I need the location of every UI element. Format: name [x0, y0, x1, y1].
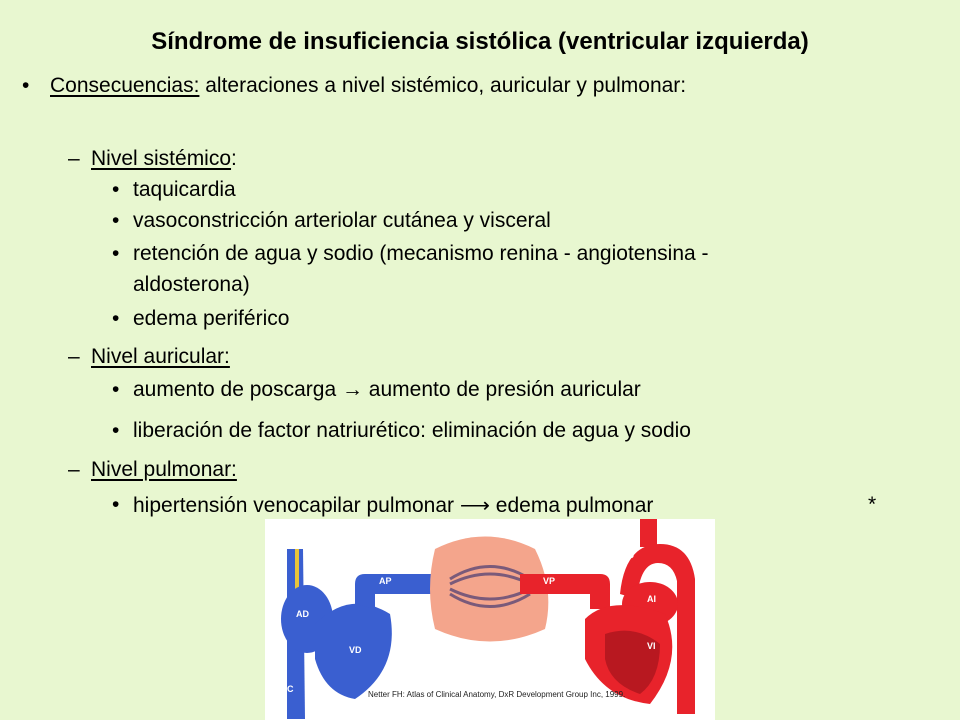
asterisk-mark: * [868, 493, 877, 516]
section-heading-pulmonar [91, 458, 237, 482]
label-ap: AP [379, 576, 392, 586]
section-heading-suffix: : [231, 147, 237, 170]
label-vp: VP [543, 576, 556, 586]
label-c-top: C [306, 553, 313, 563]
circulation-diagram [265, 519, 715, 720]
label-ai: AI [647, 594, 656, 604]
bullet-marker: • [22, 74, 30, 97]
list-item: vasoconstricción arteriolar cutánea y visceral [133, 209, 551, 232]
section-heading-text: Nivel sistémico [91, 147, 232, 170]
label-ao: Ao [622, 550, 634, 560]
bullet-marker: • [112, 378, 120, 401]
section-heading-auricular [91, 345, 230, 369]
section-heading-text: Nivel pulmonar: [91, 458, 237, 481]
list-item: taquicardia [133, 178, 236, 201]
bullet-marker: • [112, 209, 120, 232]
dash-marker: – [68, 345, 80, 368]
list-item: retención de agua y sodio (mecanismo renina - angiotensina - [133, 242, 709, 265]
slide-title: Síndrome de insuficiencia sistólica (ventricular izquierda) [151, 28, 809, 55]
label-c-bottom: C [287, 684, 294, 694]
list-item: liberación de factor natriurético: eliminación de agua y sodio [133, 419, 691, 442]
list-item: edema periférico [133, 307, 290, 330]
intro-text: alteraciones a nivel sistémico, auricular y pulmonar: [199, 74, 687, 97]
aorta-top [640, 519, 657, 547]
label-vi: VI [647, 641, 656, 651]
dash-marker: – [68, 147, 80, 170]
label-vd: VD [349, 645, 362, 655]
bullet-marker: • [112, 493, 120, 516]
label-ad: AD [296, 609, 309, 619]
figure-credit: Netter FH: Atlas of Clinical Anatomy, DxR Development Group Inc, 1999. [368, 690, 626, 699]
bullet-marker: • [112, 178, 120, 201]
bullet-marker: • [112, 307, 120, 330]
list-item: hipertensión venocapilar pulmonar ⟶ edema pulmonar [133, 494, 654, 517]
bullet-marker: • [112, 242, 120, 265]
section-heading-sistemico [91, 147, 237, 171]
intro-line [50, 74, 686, 98]
aorta-branch-yellow [295, 549, 299, 589]
list-item-continuation: aldosterona) [133, 273, 250, 296]
bullet-marker: • [112, 419, 120, 442]
section-heading-text: Nivel auricular: [91, 345, 230, 368]
intro-label: Consecuencias: [50, 74, 200, 97]
dash-marker: – [68, 458, 80, 481]
list-item: aumento de poscarga → aumento de presión auricular [133, 378, 641, 401]
